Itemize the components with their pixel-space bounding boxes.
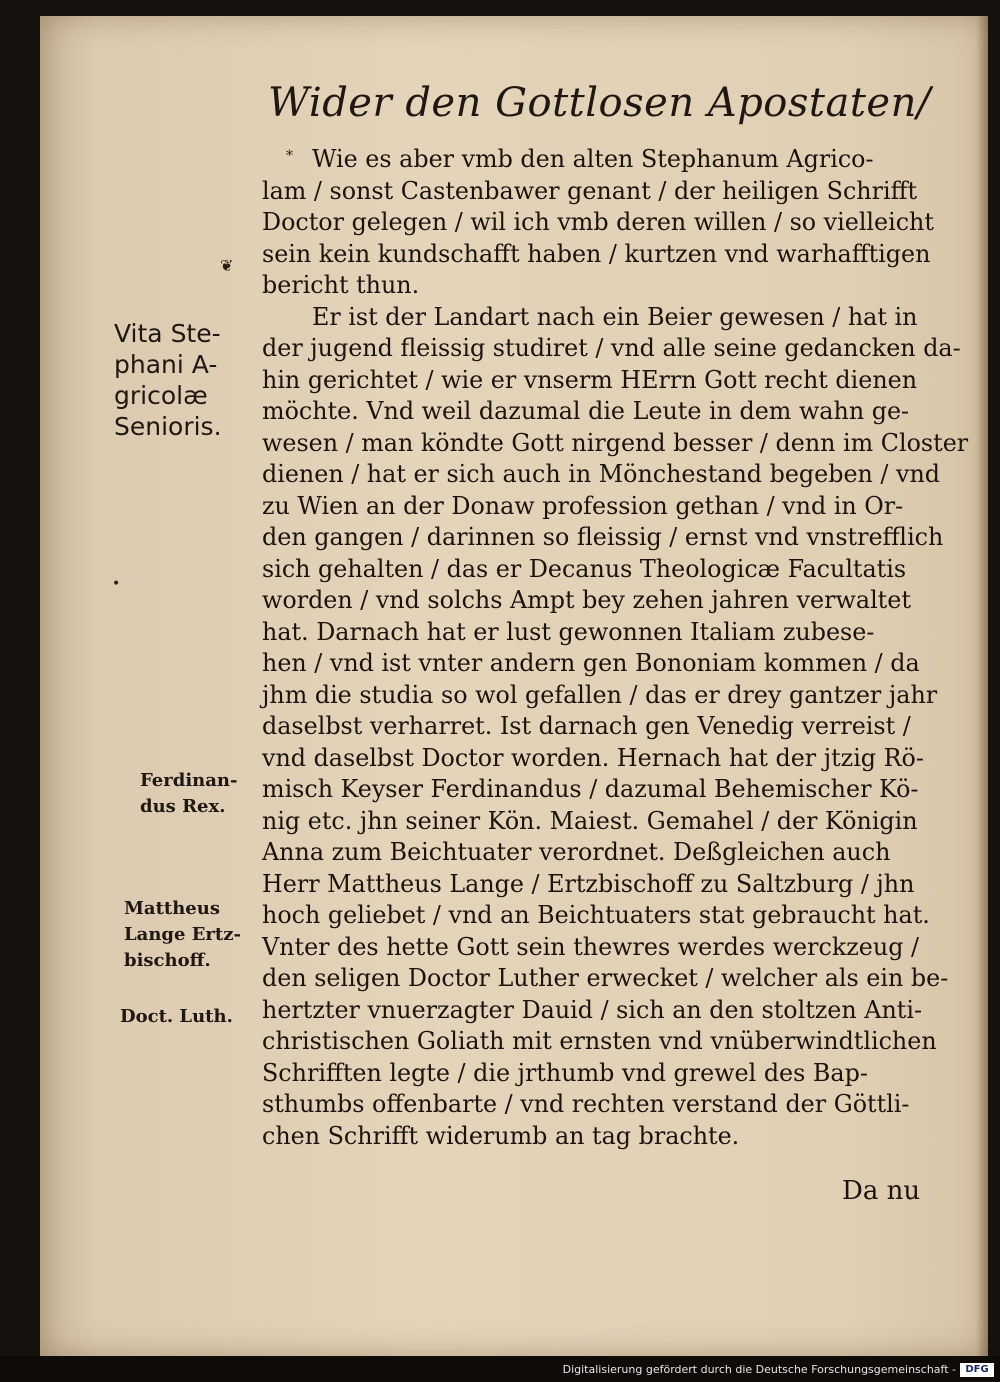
text-line: den seligen Doctor Luther erwecket / welcher als ein be- [262,964,949,992]
text-line: hertzter vnuerzagter Dauid / sich an den stoltzen Anti- [262,995,922,1024]
text-line: hoch geliebet / vnd an Beichtuaters stat gebraucht hat. [262,901,930,929]
printer-sign-mark: ❦ [220,256,234,275]
marginal-line: Vita Ste- [114,319,221,348]
dfg-logo: DFG [960,1363,994,1377]
marginal-line: Doct. Luth. [120,1006,233,1027]
text-line: misch Keyser Ferdinandus / dazumal Behemischer Kö- [262,775,919,803]
text-line: nig etc. jhn seiner Kön. Maiest. Gemahel / der Königin [262,806,918,835]
star-mark: * [286,148,293,164]
body-text [262,144,969,1152]
marginal-line: bischoff. [124,950,211,971]
text-line: christischen Goliath mit ernsten vnd vnüberwindtlichen [262,1027,937,1055]
text-line: zu Wien an der Donaw profession gethan / vnd in Or- [262,491,904,520]
footer-bar [0,1356,1000,1382]
text-line: jhm die studia so wol gefallen / das er drey gantzer jahr [262,680,938,709]
marginal-line: phani A- [114,350,218,379]
text-line: lam / sonst Castenbawer genant / der heiligen Schrifft [262,176,918,205]
text-line: sthumbs offenbarte / vnd rechten verstand der Göttli- [262,1090,910,1118]
text-line: Anna zum Beichtuater verordnet. Deßgleichen auch [262,838,891,866]
page-edge-shadow [976,16,988,1356]
text-line: dienen / hat er sich auch in Mönchestand begeben / vnd [262,460,941,488]
text-line: vnd daselbst Doctor worden. Hernach hat der jtzig Rö- [262,743,924,772]
text-line: hin gerichtet / wie er vnserm HErrn Gott recht dienen [262,365,918,394]
text-line: worden / vnd solchs Ampt bey zehen jahren verwaltet [262,586,911,614]
marginal-line: Senioris. [114,412,222,441]
text-line: sich gehalten / das er Decanus Theologicæ Facultatis [262,554,907,583]
dot-mark: • [112,576,121,592]
text-line: den gangen / darinnen so fleissig / ernst vnd vnstrefflich [262,523,944,551]
text-line: der jugend fleissig studiret / vnd alle seine gedancken da- [262,334,961,362]
text-line: bericht thun. [262,271,420,299]
running-head: Wider den Gottlosen Apostaten/ [268,80,931,126]
text-line: Doctor gelegen / wil ich vmb deren willen / so vielleicht [262,208,934,236]
footer-credit: Digitalisierung gefördert durch die Deutsche Forschungsgemeinschaft - [562,1363,956,1376]
marginal-note-luther [120,1004,233,1030]
text-line: chen Schrifft widerumb an tag brachte. [262,1121,740,1150]
marginal-note-vita [114,318,222,442]
text-line: möchte. Vnd weil dazumal die Leute in dem wahn ge- [262,397,910,425]
text-line: hen / vnd ist vnter andern gen Bononiam kommen / da [262,649,920,677]
text-line: Vnter des hette Gott sein thewres werdes werckzeug / [262,932,920,961]
text-line: hat. Darnach hat er lust gewonnen Italiam zubese- [262,617,875,646]
text-line: sein kein kundschafft haben / kurtzen vnd warhafftigen [262,239,931,268]
text-line: daselbst verharret. Ist darnach gen Venedig verreist / [262,712,911,740]
marginal-line: gricolæ [114,381,208,410]
marginal-line: Lange Ertz- [124,924,241,945]
marginal-note-ferdinand [140,768,237,820]
text-line: Schrifften legte / die jrthumb vnd grewel des Bap- [262,1058,868,1087]
marginal-line: Ferdinan- [140,770,238,791]
catchword: Da nu [842,1176,921,1206]
marginal-note-mattheus [124,896,241,974]
text-line: Herr Mattheus Lange / Ertzbischoff zu Saltzburg / jhn [262,869,915,898]
text-line: Wie es aber vmb den alten Stephanum Agrico- [312,145,874,173]
marginal-line: Mattheus [124,898,220,919]
marginal-line: dus Rex. [140,796,226,817]
text-line: Er ist der Landart nach ein Beier gewesen / hat in [312,302,918,331]
text-line: wesen / man köndte Gott nirgend besser / denn im Closter [262,428,969,457]
